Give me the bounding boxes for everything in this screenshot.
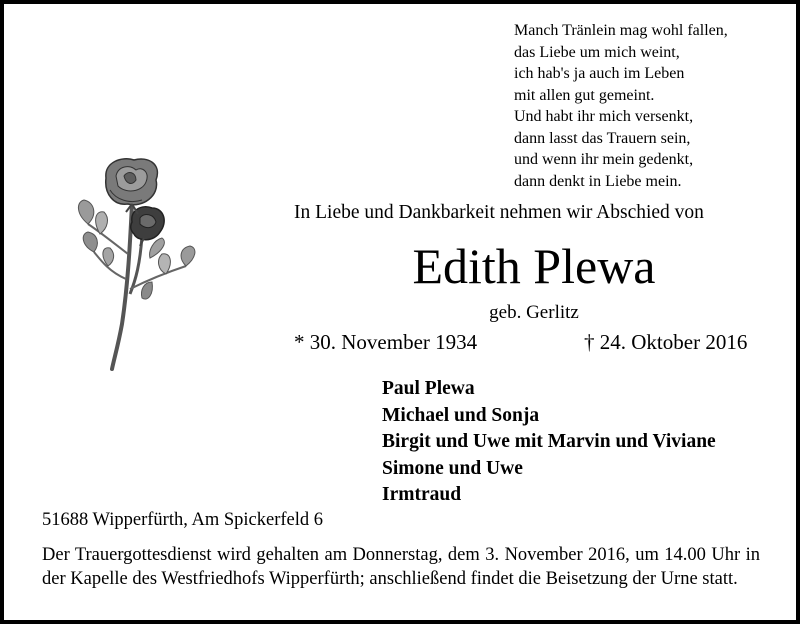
service-notice: Der Trauergottesdienst wird gehalten am Donnerstag, dem 3. November 2016, um 14.00 Uhr in der Kapelle des Westfriedhofs Wipperfürth; anschließend findet die Beisetzung der Urne statt. (42, 545, 760, 589)
mourner-name: Irmtraud (382, 484, 462, 505)
poem-line: Und habt ihr mich versenkt, (514, 108, 694, 125)
address: 51688 Wipperfürth, Am Spickerfeld 6 (42, 510, 323, 530)
rose-illustration-icon (70, 154, 200, 374)
poem-line: und wenn ihr mein gedenkt, (514, 151, 694, 168)
poem-line: Manch Tränlein mag wohl fallen, (514, 22, 728, 39)
farewell-intro: In Liebe und Dankbarkeit nehmen wir Abschied von (294, 202, 704, 223)
mourners-list (382, 376, 716, 509)
mourner-name: Simone und Uwe (382, 457, 523, 479)
poem-line: das Liebe um mich weint, (514, 43, 680, 61)
maiden-name: geb. Gerlitz (489, 302, 579, 323)
birth-date: * 30. November 1934 (294, 330, 478, 354)
poem-line: mit allen gut gemeint. (514, 86, 655, 104)
mourner-name: Birgit und Uwe mit Marvin und Viviane (382, 431, 716, 452)
death-date: † 24. Oktober 2016 (584, 330, 748, 354)
poem-verse (514, 20, 784, 192)
poem-line: dann denkt in Liebe mein. (514, 172, 682, 190)
poem-line: ich hab's ja auch im Leben (514, 65, 685, 82)
deceased-name: Edith Plewa (412, 238, 656, 294)
mourner-name: Michael und Sonja (382, 404, 540, 426)
mourner-name: Paul Plewa (382, 378, 475, 399)
poem-line: dann lasst das Trauern sein, (514, 129, 691, 147)
